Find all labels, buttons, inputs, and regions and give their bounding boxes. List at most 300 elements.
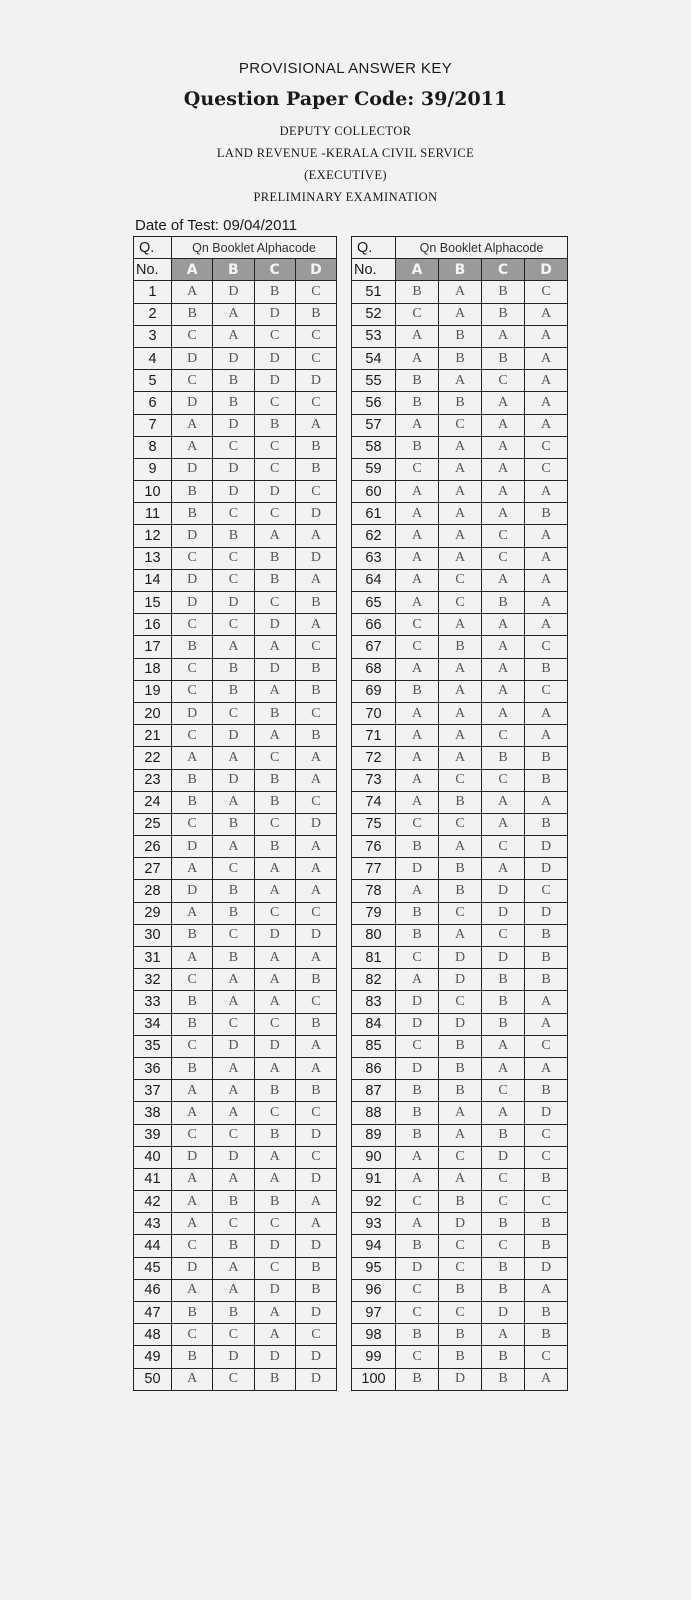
answer-code-c: C <box>482 924 525 946</box>
answer-code-a: A <box>172 1191 213 1213</box>
answer-row <box>134 658 337 680</box>
answer-code-d: A <box>295 947 336 969</box>
answer-code-c: D <box>254 658 295 680</box>
answer-code-a: A <box>396 880 439 902</box>
answer-code-b: A <box>439 481 482 503</box>
answer-code-d: A <box>525 725 568 747</box>
answer-code-b: A <box>213 1279 254 1301</box>
answer-code-d: D <box>295 924 336 946</box>
question-number: 51 <box>352 281 396 303</box>
answer-code-d: B <box>525 924 568 946</box>
answer-code-a: A <box>396 525 439 547</box>
answer-code-a: C <box>396 303 439 325</box>
answer-code-d: B <box>525 1302 568 1324</box>
question-number: 94 <box>352 1235 396 1257</box>
question-number: 78 <box>352 880 396 902</box>
answer-code-b: A <box>439 747 482 769</box>
answer-code-c: A <box>254 725 295 747</box>
answer-code-a: C <box>172 680 213 702</box>
answer-code-d: B <box>525 503 568 525</box>
answer-code-c: C <box>482 1191 525 1213</box>
answer-code-a: A <box>396 569 439 591</box>
answer-code-a: C <box>396 614 439 636</box>
answer-code-b: D <box>213 1146 254 1168</box>
answer-code-c: B <box>482 1257 525 1279</box>
answer-code-b: B <box>439 880 482 902</box>
answer-code-b: C <box>213 436 254 458</box>
answer-code-b: A <box>213 791 254 813</box>
answer-code-d: B <box>525 969 568 991</box>
question-number: 56 <box>352 392 396 414</box>
date-of-test: Date of Test: 09/04/2011 <box>135 217 298 234</box>
answer-code-d: C <box>295 1324 336 1346</box>
answer-code-a: B <box>396 1324 439 1346</box>
answer-code-a: C <box>396 1279 439 1301</box>
answer-row <box>134 702 337 724</box>
answer-code-a: D <box>396 1257 439 1279</box>
answer-code-d: B <box>295 680 336 702</box>
answer-row <box>134 569 337 591</box>
question-number: 39 <box>134 1124 172 1146</box>
question-number: 19 <box>134 680 172 702</box>
question-number: 53 <box>352 325 396 347</box>
question-number: 100 <box>352 1368 396 1390</box>
answer-code-c: C <box>482 370 525 392</box>
question-number: 91 <box>352 1168 396 1190</box>
answer-code-b: A <box>439 836 482 858</box>
question-number: 61 <box>352 503 396 525</box>
answer-code-d: C <box>295 791 336 813</box>
answer-code-b: B <box>213 370 254 392</box>
answer-row <box>134 458 337 480</box>
answer-code-b: A <box>439 658 482 680</box>
answer-code-b: B <box>439 392 482 414</box>
answer-code-a: A <box>396 1168 439 1190</box>
question-number: 83 <box>352 991 396 1013</box>
answer-code-c: D <box>254 1279 295 1301</box>
question-number: 76 <box>352 836 396 858</box>
answer-code-d: C <box>295 281 336 303</box>
question-number: 45 <box>134 1257 172 1279</box>
answer-code-b: B <box>213 658 254 680</box>
answer-code-a: A <box>172 747 213 769</box>
question-number: 64 <box>352 569 396 591</box>
answer-code-c: B <box>254 281 295 303</box>
answer-code-b: C <box>439 592 482 614</box>
answer-row <box>352 680 568 702</box>
question-number: 25 <box>134 813 172 835</box>
answer-code-c: B <box>254 1080 295 1102</box>
answer-code-c: B <box>482 1213 525 1235</box>
question-number: 46 <box>134 1279 172 1301</box>
answer-row <box>134 924 337 946</box>
answer-code-a: A <box>396 1146 439 1168</box>
answer-code-d: C <box>295 347 336 369</box>
answer-row <box>134 991 337 1013</box>
answer-code-c: A <box>482 680 525 702</box>
answer-code-a: A <box>396 347 439 369</box>
answer-code-b: C <box>213 1124 254 1146</box>
answer-row <box>134 436 337 458</box>
answer-code-a: A <box>172 1368 213 1390</box>
question-number: 73 <box>352 769 396 791</box>
answer-code-a: C <box>396 1035 439 1057</box>
answer-row <box>352 1080 568 1102</box>
answer-code-a: D <box>172 1146 213 1168</box>
answer-code-d: A <box>525 1013 568 1035</box>
answer-code-d: C <box>295 991 336 1013</box>
answer-code-b: A <box>213 1080 254 1102</box>
question-number: 80 <box>352 924 396 946</box>
answer-code-c: D <box>254 1346 295 1368</box>
answer-code-d: C <box>295 636 336 658</box>
answer-row <box>134 1368 337 1390</box>
answer-code-a: A <box>172 1080 213 1102</box>
answer-code-a: B <box>396 1235 439 1257</box>
answer-code-a: A <box>396 503 439 525</box>
answer-code-a: A <box>172 281 213 303</box>
answer-code-c: C <box>254 1102 295 1124</box>
answer-code-c: A <box>482 636 525 658</box>
answer-code-b: C <box>439 1146 482 1168</box>
answer-code-d: B <box>525 813 568 835</box>
answer-code-d: D <box>295 1368 336 1390</box>
answer-code-d: C <box>295 1102 336 1124</box>
answer-code-c: A <box>482 458 525 480</box>
answer-code-b: D <box>213 725 254 747</box>
answer-code-c: A <box>254 991 295 1013</box>
answer-code-b: C <box>439 902 482 924</box>
answer-code-b: A <box>213 325 254 347</box>
question-number: 29 <box>134 902 172 924</box>
answer-code-c: A <box>254 636 295 658</box>
answer-row <box>352 1235 568 1257</box>
question-number: 84 <box>352 1013 396 1035</box>
answer-code-a: D <box>172 836 213 858</box>
question-number: 86 <box>352 1057 396 1079</box>
answer-code-d: D <box>295 1168 336 1190</box>
answer-code-a: B <box>172 1057 213 1079</box>
answer-code-b: A <box>439 1168 482 1190</box>
answer-code-a: A <box>396 791 439 813</box>
answer-row <box>352 547 568 569</box>
question-number: 12 <box>134 525 172 547</box>
answer-code-c: A <box>254 947 295 969</box>
question-number: 23 <box>134 769 172 791</box>
answer-row <box>134 325 337 347</box>
answer-code-d: C <box>525 281 568 303</box>
answer-code-d: A <box>525 1057 568 1079</box>
answer-row <box>352 1102 568 1124</box>
answer-code-b: D <box>439 969 482 991</box>
answer-code-d: C <box>295 902 336 924</box>
answer-code-b: D <box>213 281 254 303</box>
answer-row <box>352 370 568 392</box>
answer-code-b: B <box>213 947 254 969</box>
answer-row <box>352 769 568 791</box>
answer-code-d: C <box>295 325 336 347</box>
answer-code-c: A <box>254 525 295 547</box>
answer-code-a: B <box>396 836 439 858</box>
answer-row <box>352 791 568 813</box>
answer-code-b: A <box>213 303 254 325</box>
question-number: 49 <box>134 1346 172 1368</box>
answer-code-a: C <box>396 636 439 658</box>
answer-code-d: C <box>525 436 568 458</box>
question-number: 93 <box>352 1213 396 1235</box>
answer-row <box>134 370 337 392</box>
answer-code-d: A <box>295 747 336 769</box>
answer-row <box>134 769 337 791</box>
answer-row <box>134 592 337 614</box>
answer-code-a: C <box>172 1235 213 1257</box>
answer-code-a: C <box>396 458 439 480</box>
answer-code-d: D <box>295 547 336 569</box>
answer-code-a: D <box>396 991 439 1013</box>
answer-code-a: B <box>172 1013 213 1035</box>
answer-code-d: D <box>295 1235 336 1257</box>
answer-code-d: B <box>525 1235 568 1257</box>
answer-code-b: B <box>213 680 254 702</box>
answer-code-d: A <box>295 414 336 436</box>
answer-code-d: B <box>525 658 568 680</box>
answer-row <box>134 902 337 924</box>
answer-code-c: C <box>254 1213 295 1235</box>
answer-code-b: B <box>213 392 254 414</box>
answer-code-d: D <box>525 1102 568 1124</box>
answer-code-b: B <box>439 1346 482 1368</box>
answer-row <box>134 1279 337 1301</box>
answer-code-d: A <box>295 1213 336 1235</box>
answer-code-a: C <box>172 325 213 347</box>
answer-code-c: C <box>254 592 295 614</box>
answer-code-d: A <box>295 1191 336 1213</box>
answer-code-d: A <box>295 525 336 547</box>
answer-row <box>352 1057 568 1079</box>
question-number: 63 <box>352 547 396 569</box>
answer-row <box>352 1191 568 1213</box>
answer-code-c: C <box>482 525 525 547</box>
answer-row <box>352 592 568 614</box>
question-number: 31 <box>134 947 172 969</box>
service-branch: (EXECUTIVE) <box>304 168 387 182</box>
answer-code-d: C <box>525 636 568 658</box>
answer-code-c: A <box>482 791 525 813</box>
answer-code-b: B <box>439 1324 482 1346</box>
answer-row <box>352 303 568 325</box>
question-number: 87 <box>352 1080 396 1102</box>
answer-row <box>352 569 568 591</box>
answer-code-d: A <box>525 525 568 547</box>
answer-code-c: D <box>482 902 525 924</box>
answer-code-b: D <box>213 1346 254 1368</box>
question-number: 74 <box>352 791 396 813</box>
answer-code-a: D <box>172 702 213 724</box>
answer-row <box>352 614 568 636</box>
post-name: DEPUTY COLLECTOR <box>279 124 412 138</box>
question-number: 27 <box>134 858 172 880</box>
question-number: 26 <box>134 836 172 858</box>
question-number: 20 <box>134 702 172 724</box>
answer-code-b: B <box>439 791 482 813</box>
answer-code-b: C <box>213 1013 254 1035</box>
answer-code-b: C <box>213 614 254 636</box>
answer-row <box>134 791 337 813</box>
answer-code-b: A <box>439 303 482 325</box>
answer-code-c: C <box>254 747 295 769</box>
header-row <box>352 237 568 259</box>
answer-code-a: C <box>396 1346 439 1368</box>
question-number: 68 <box>352 658 396 680</box>
answer-code-a: C <box>396 947 439 969</box>
alphacode-d: D <box>295 259 336 281</box>
question-number: 95 <box>352 1257 396 1279</box>
answer-code-d: A <box>525 569 568 591</box>
question-number: 2 <box>134 303 172 325</box>
answer-row <box>352 1013 568 1035</box>
answer-code-a: A <box>396 1213 439 1235</box>
answer-code-a: A <box>172 947 213 969</box>
answer-row <box>134 303 337 325</box>
answer-code-d: C <box>525 1191 568 1213</box>
answer-row <box>134 1302 337 1324</box>
answer-code-d: A <box>525 392 568 414</box>
answer-code-d: D <box>295 1302 336 1324</box>
answer-code-b: A <box>439 725 482 747</box>
answer-code-d: B <box>525 769 568 791</box>
answer-row <box>352 658 568 680</box>
answer-code-d: C <box>525 1346 568 1368</box>
answer-code-c: C <box>254 325 295 347</box>
answer-code-a: A <box>172 1168 213 1190</box>
question-number: 71 <box>352 725 396 747</box>
answer-code-c: C <box>254 1257 295 1279</box>
answer-code-a: A <box>172 1213 213 1235</box>
answer-code-a: A <box>172 436 213 458</box>
answer-code-d: A <box>525 592 568 614</box>
question-number: 52 <box>352 303 396 325</box>
answer-code-a: C <box>172 969 213 991</box>
answer-code-b: A <box>439 702 482 724</box>
question-number: 32 <box>134 969 172 991</box>
answer-code-d: A <box>525 791 568 813</box>
answer-row <box>352 1213 568 1235</box>
answer-code-a: C <box>172 725 213 747</box>
answer-code-a: D <box>172 458 213 480</box>
answer-code-b: C <box>213 569 254 591</box>
answer-code-c: A <box>482 392 525 414</box>
question-number: 89 <box>352 1124 396 1146</box>
answer-row <box>352 414 568 436</box>
answer-code-d: A <box>525 991 568 1013</box>
answer-code-b: D <box>213 1035 254 1057</box>
answer-code-b: C <box>439 1257 482 1279</box>
question-number: 18 <box>134 658 172 680</box>
answer-row <box>134 347 337 369</box>
answer-row <box>134 1257 337 1279</box>
answer-code-d: B <box>295 658 336 680</box>
answer-code-d: C <box>525 458 568 480</box>
question-number: 14 <box>134 569 172 591</box>
answer-row <box>134 1168 337 1190</box>
question-number: 43 <box>134 1213 172 1235</box>
question-number: 54 <box>352 347 396 369</box>
answer-code-b: B <box>439 1035 482 1057</box>
answer-code-c: C <box>482 1235 525 1257</box>
answer-code-a: B <box>172 636 213 658</box>
answer-code-a: B <box>172 1346 213 1368</box>
question-number: 77 <box>352 858 396 880</box>
answer-code-b: A <box>213 969 254 991</box>
answer-row <box>352 702 568 724</box>
answer-row <box>352 1168 568 1190</box>
answer-code-a: B <box>396 436 439 458</box>
answer-code-d: D <box>295 503 336 525</box>
question-number: 69 <box>352 680 396 702</box>
answer-code-a: A <box>396 325 439 347</box>
question-number: 8 <box>134 436 172 458</box>
answer-code-d: A <box>525 547 568 569</box>
answer-code-b: B <box>439 1191 482 1213</box>
answer-code-a: C <box>172 813 213 835</box>
answer-row <box>352 947 568 969</box>
answer-code-a: D <box>172 1257 213 1279</box>
answer-row <box>134 1324 337 1346</box>
answer-code-c: C <box>254 503 295 525</box>
answer-code-a: D <box>172 569 213 591</box>
question-number: 65 <box>352 592 396 614</box>
answer-code-d: B <box>525 747 568 769</box>
answer-row <box>134 813 337 835</box>
question-number: 15 <box>134 592 172 614</box>
answer-code-d: D <box>295 370 336 392</box>
answer-row <box>352 924 568 946</box>
answer-row <box>134 1235 337 1257</box>
answer-row <box>352 836 568 858</box>
question-number: 41 <box>134 1168 172 1190</box>
question-number: 57 <box>352 414 396 436</box>
answer-code-a: B <box>172 503 213 525</box>
answer-row <box>352 325 568 347</box>
answer-code-a: A <box>396 547 439 569</box>
answer-code-d: C <box>295 702 336 724</box>
answer-code-d: A <box>525 481 568 503</box>
answer-code-a: A <box>396 769 439 791</box>
answer-code-c: D <box>482 1302 525 1324</box>
question-number: 5 <box>134 370 172 392</box>
answer-code-d: B <box>295 458 336 480</box>
answer-row <box>134 1057 337 1079</box>
answer-code-b: D <box>213 458 254 480</box>
answer-code-a: B <box>172 481 213 503</box>
answer-code-b: A <box>439 614 482 636</box>
question-number: 36 <box>134 1057 172 1079</box>
answer-code-c: C <box>254 436 295 458</box>
answer-code-c: B <box>254 836 295 858</box>
answer-code-d: D <box>525 836 568 858</box>
answer-code-b: A <box>439 281 482 303</box>
answer-code-d: D <box>295 1346 336 1368</box>
answer-row <box>134 1346 337 1368</box>
answer-code-b: C <box>439 569 482 591</box>
answer-code-a: A <box>396 747 439 769</box>
question-number: 42 <box>134 1191 172 1213</box>
answer-row <box>134 414 337 436</box>
answer-code-b: B <box>439 1080 482 1102</box>
question-number: 55 <box>352 370 396 392</box>
answer-row <box>352 813 568 835</box>
answer-code-d: B <box>295 1080 336 1102</box>
